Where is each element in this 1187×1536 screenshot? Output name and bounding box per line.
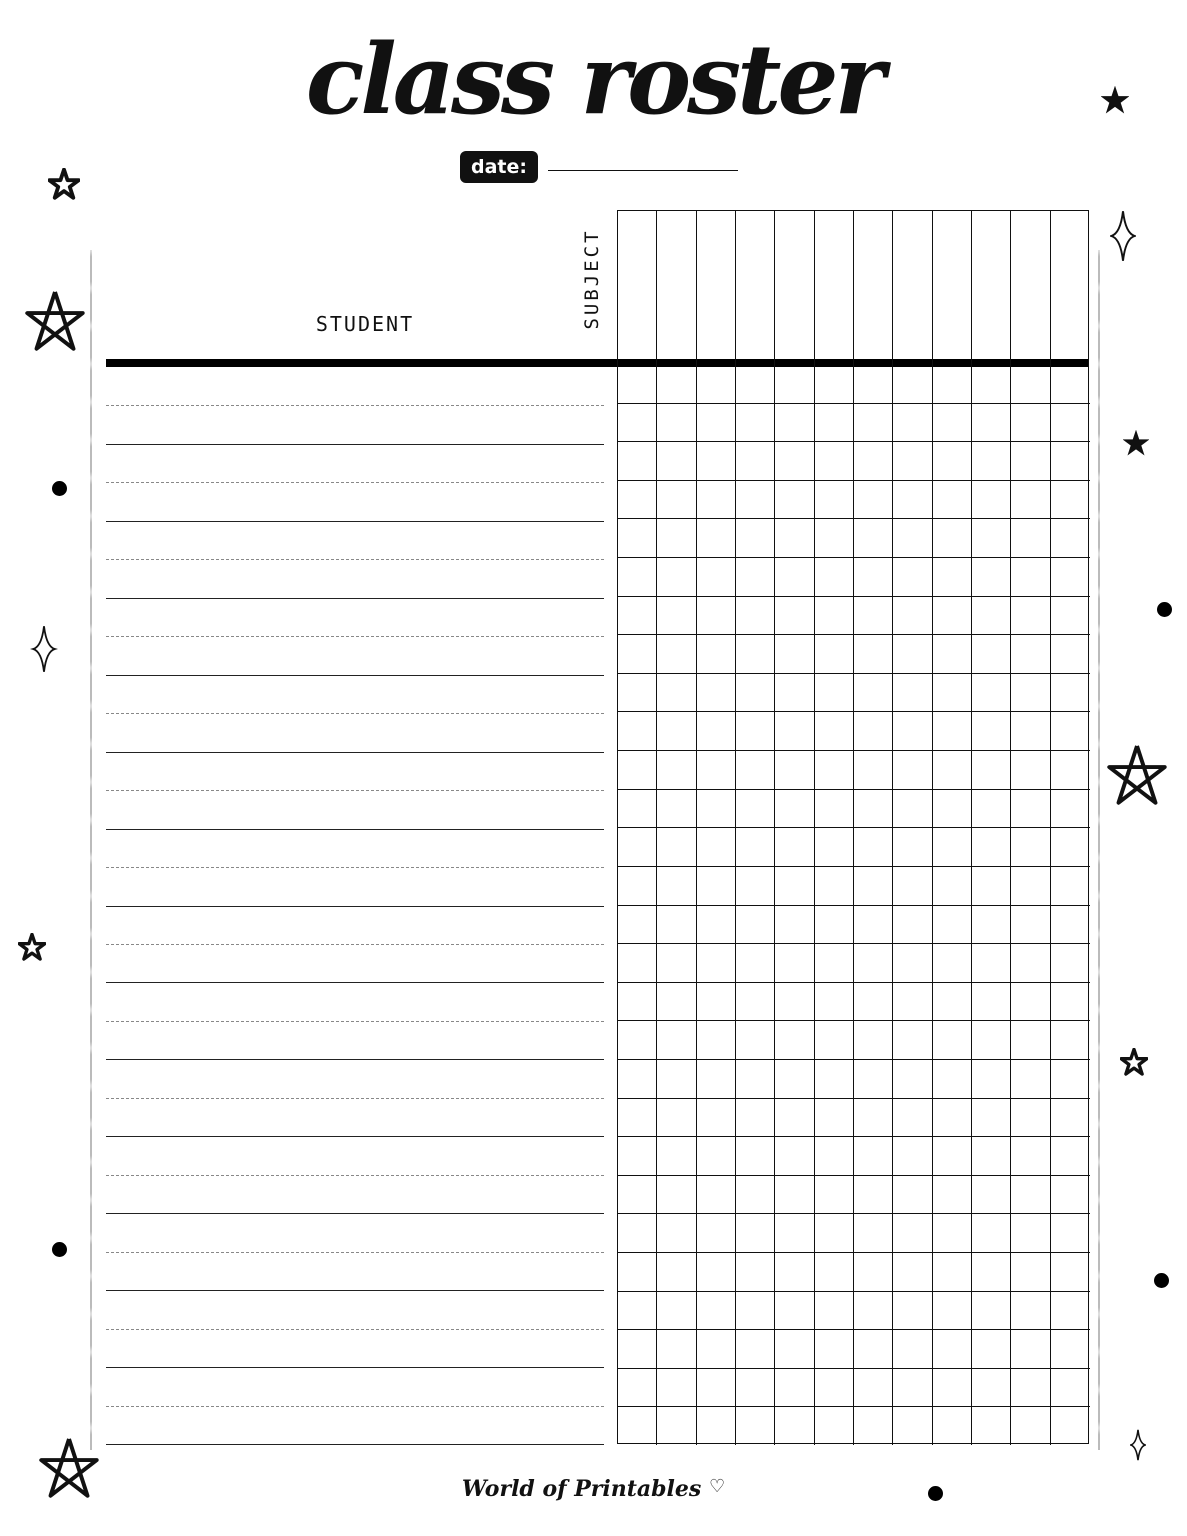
student-name-line[interactable]	[106, 1213, 604, 1214]
student-column-header: STUDENT	[315, 312, 415, 336]
student-name-line[interactable]	[106, 1367, 604, 1368]
student-row-guide	[106, 1406, 604, 1407]
grid-row-line	[618, 943, 1090, 944]
grid-row-line	[618, 1213, 1090, 1214]
student-name-line[interactable]	[106, 521, 604, 522]
grid-row-line	[618, 866, 1090, 867]
grid-row-line	[618, 905, 1090, 906]
subject-column-header: SUBJECT	[581, 228, 603, 330]
outline-star-icon	[1120, 1048, 1148, 1076]
outline-star-icon	[1101, 86, 1129, 114]
page-title: class roster	[305, 23, 882, 136]
grid-row-line	[618, 441, 1090, 442]
student-row-guide	[106, 944, 604, 945]
outline-star-icon	[18, 933, 46, 961]
grid-row-line	[618, 596, 1090, 597]
grid-row-line	[618, 1175, 1090, 1176]
student-name-line[interactable]	[106, 1444, 604, 1445]
student-name-line[interactable]	[106, 444, 604, 445]
outline-star-icon	[1123, 430, 1149, 456]
right-dot-guide	[1098, 250, 1100, 1450]
grid-row-line	[618, 1406, 1090, 1407]
grid-row-line	[618, 827, 1090, 828]
student-row-guide	[106, 559, 604, 560]
student-row-guide	[106, 1329, 604, 1330]
date-label-badge: date:	[460, 151, 538, 183]
student-name-line[interactable]	[106, 906, 604, 907]
student-row-guide	[106, 1175, 604, 1176]
grid-row-line	[618, 518, 1090, 519]
student-name-line[interactable]	[106, 598, 604, 599]
dot-icon	[52, 1242, 67, 1257]
student-name-line[interactable]	[106, 1290, 604, 1291]
grid-row-line	[618, 750, 1090, 751]
student-name-line[interactable]	[106, 829, 604, 830]
footer-brand-text: World of Printables	[461, 1476, 702, 1502]
grid-row-line	[618, 982, 1090, 983]
grid-row-line	[618, 1368, 1090, 1369]
student-row-guide	[106, 482, 604, 483]
grid-row-line	[618, 634, 1090, 635]
outline-star-icon	[1104, 742, 1170, 808]
student-row-guide	[106, 1098, 604, 1099]
footer-brand	[0, 1476, 1187, 1502]
student-row-guide	[106, 713, 604, 714]
dot-icon	[1157, 602, 1172, 617]
left-dot-guide	[90, 250, 92, 1450]
student-row-guide	[106, 1252, 604, 1253]
grid-row-line	[618, 403, 1090, 404]
grid-row-line	[618, 1059, 1090, 1060]
grid-row-line	[618, 1252, 1090, 1253]
dot-icon	[1154, 1273, 1169, 1288]
outline-star-icon	[48, 168, 80, 200]
date-field-line[interactable]	[548, 170, 738, 171]
grid-row-line	[618, 789, 1090, 790]
student-row-guide	[106, 1021, 604, 1022]
student-name-line[interactable]	[106, 1059, 604, 1060]
heart-icon: ♡	[708, 1476, 726, 1497]
student-row-guide	[106, 636, 604, 637]
grid-row-line	[618, 1020, 1090, 1021]
student-name-line[interactable]	[106, 982, 604, 983]
grid-row-line	[618, 557, 1090, 558]
sparkle-icon	[1130, 1428, 1146, 1462]
grid-row-line	[618, 480, 1090, 481]
grid-row-line	[618, 1136, 1090, 1137]
student-row-guide	[106, 790, 604, 791]
sparkle-icon	[30, 625, 58, 673]
sparkle-icon	[1110, 210, 1136, 262]
dot-icon	[52, 481, 67, 496]
grid-row-line	[618, 1329, 1090, 1330]
grid-row-line	[618, 711, 1090, 712]
subject-grid	[617, 210, 1089, 1444]
outline-star-icon	[22, 288, 88, 354]
grid-row-line	[618, 1291, 1090, 1292]
student-name-line[interactable]	[106, 752, 604, 753]
student-row-guide	[106, 405, 604, 406]
student-name-line[interactable]	[106, 675, 604, 676]
grid-row-line	[618, 1098, 1090, 1099]
student-row-guide	[106, 867, 604, 868]
student-name-line[interactable]	[106, 1136, 604, 1137]
grid-row-line	[618, 673, 1090, 674]
